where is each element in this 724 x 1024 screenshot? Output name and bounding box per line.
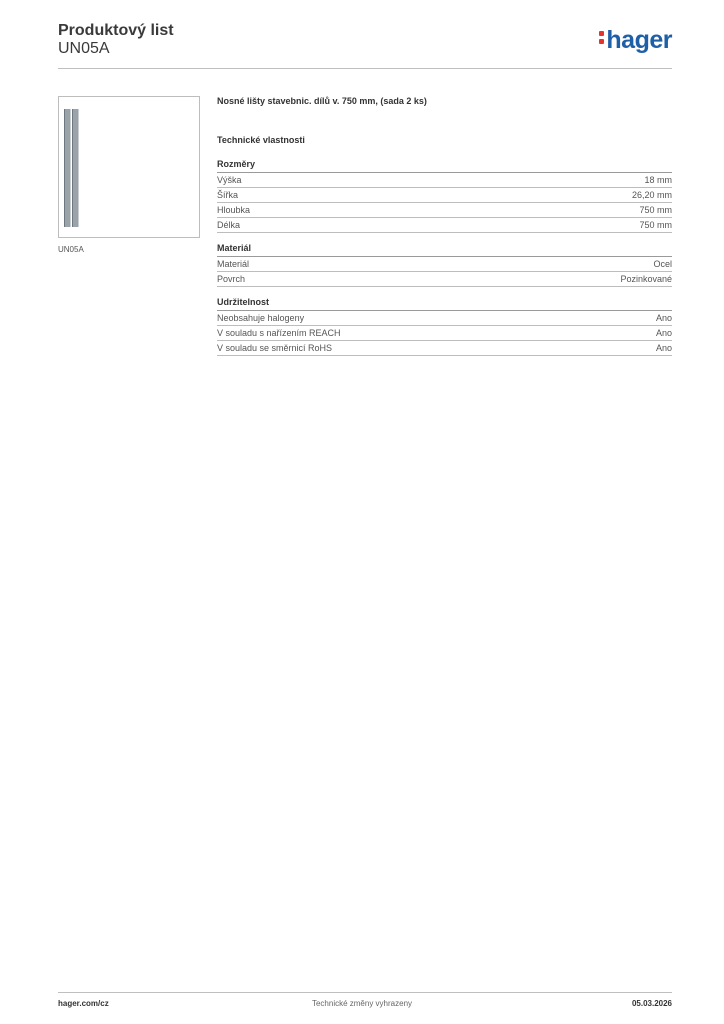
row-label: Délka	[217, 220, 241, 230]
row-value: Pozinkované	[620, 274, 672, 284]
table-row	[217, 188, 672, 203]
section-material	[217, 243, 672, 287]
footer-date: 05.03.2026	[631, 999, 672, 1008]
row-label: Výška	[217, 175, 242, 185]
section-dimensions	[217, 159, 672, 233]
row-label: Materiál	[217, 259, 250, 269]
technical-properties-heading: Technické vlastnosti	[217, 135, 305, 145]
footer-divider	[58, 992, 672, 993]
section-sustainability	[217, 297, 672, 356]
table-row	[217, 311, 672, 326]
product-details	[217, 96, 672, 366]
table-row	[217, 257, 672, 272]
row-value: 18 mm	[644, 175, 672, 185]
row-label: Povrch	[217, 274, 246, 284]
section-title: Udržitelnost	[217, 297, 672, 311]
row-value: 750 mm	[639, 205, 672, 215]
row-label: V souladu s nařízením REACH	[217, 328, 341, 338]
section-title: Materiál	[217, 243, 672, 257]
logo-dots-icon	[599, 28, 604, 47]
row-value: Ano	[655, 313, 672, 323]
table-row	[217, 173, 672, 188]
footer-notice: Technické změny vyhrazeny	[311, 999, 413, 1008]
row-value: 750 mm	[639, 220, 672, 230]
document-title: Produktový list	[58, 22, 174, 39]
header-divider	[58, 68, 672, 69]
row-value: Ano	[655, 343, 672, 353]
footer-website-link[interactable]: hager.com/cz	[58, 999, 109, 1008]
product-description: Nosné lišty stavebnic. dílů v. 750 mm, (sada 2 ks)	[217, 96, 427, 106]
product-image	[58, 96, 200, 238]
row-label: Hloubka	[217, 205, 251, 215]
row-label: V souladu se směrnicí RoHS	[217, 343, 333, 353]
table-row	[217, 272, 672, 287]
mounting-rail-image	[64, 109, 71, 227]
table-row	[217, 326, 672, 341]
row-value: 26,20 mm	[631, 190, 672, 200]
table-row	[217, 203, 672, 218]
row-value: Ocel	[653, 259, 672, 269]
section-title: Rozměry	[217, 159, 672, 173]
row-value: Ano	[655, 328, 672, 338]
row-label: Neobsahuje halogeny	[217, 313, 305, 323]
hager-logo	[599, 26, 672, 55]
logo-text: hager	[606, 26, 672, 54]
row-label: Šířka	[217, 190, 239, 200]
table-row	[217, 341, 672, 356]
page-header	[58, 22, 672, 68]
product-code: UN05A	[58, 40, 110, 57]
table-row	[217, 218, 672, 233]
image-caption: UN05A	[58, 245, 84, 254]
mounting-rail-image	[72, 109, 79, 227]
